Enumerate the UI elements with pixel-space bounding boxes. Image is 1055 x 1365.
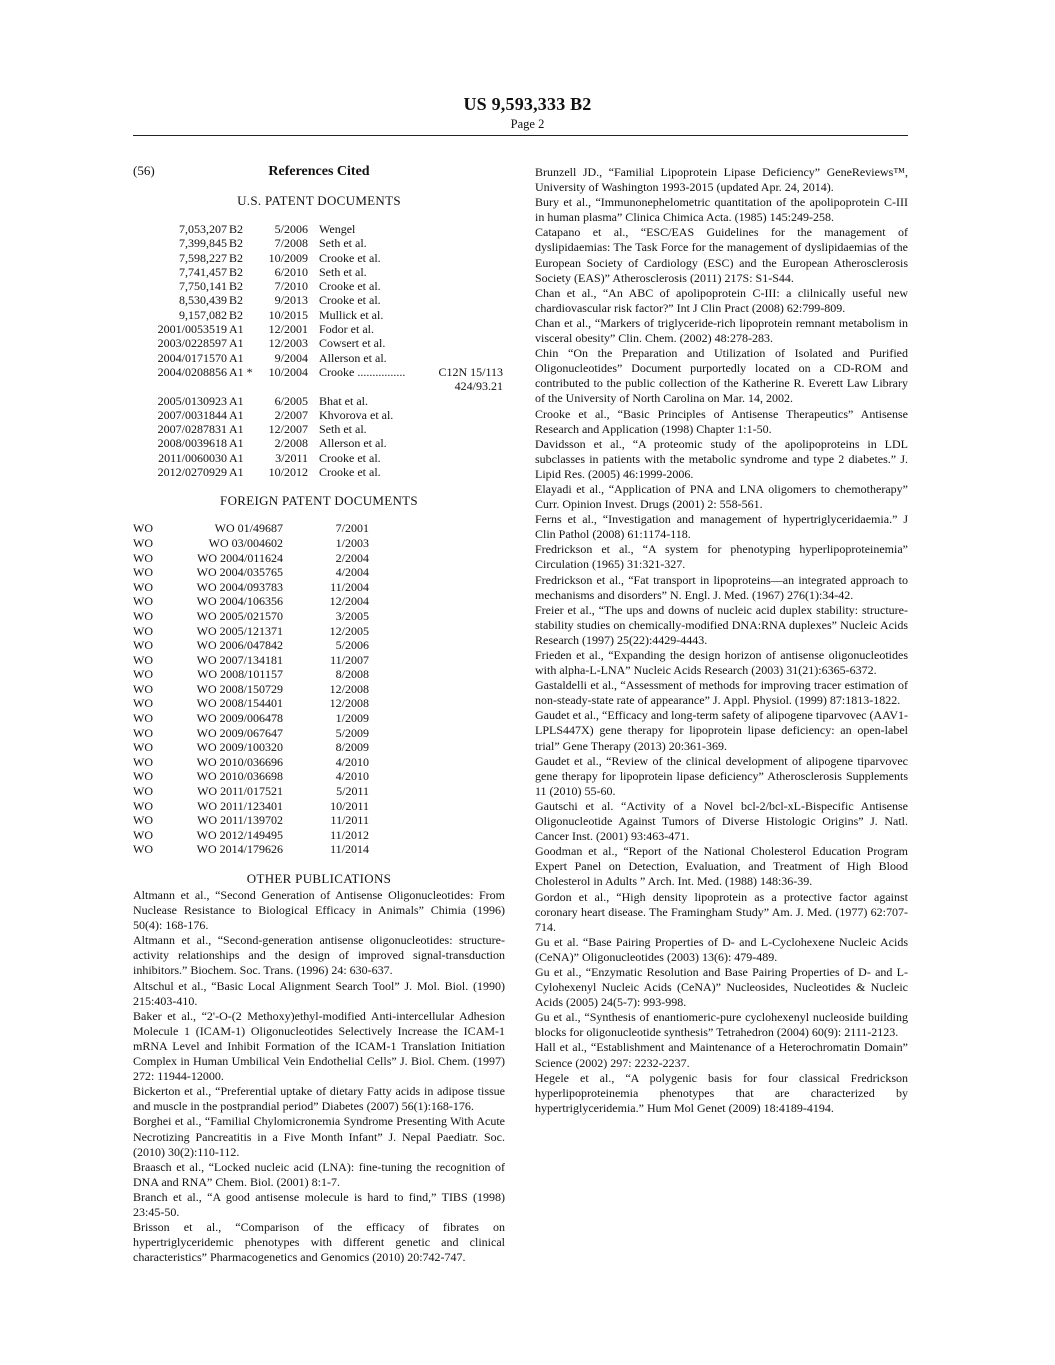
patent-kind-cell: B2 bbox=[229, 264, 244, 279]
patent-inventor-cell: Fodor et al. bbox=[319, 322, 374, 337]
publication-entry: Bury et al., “Immunonephelometric quantitation of the apolipoprotein C-III in human plasma” Clinica Chimica Acta. (1985) 145:249-258. bbox=[535, 195, 908, 225]
foreign-date-cell: 5/2006 bbox=[335, 638, 369, 653]
foreign-date-cell: 1/2003 bbox=[335, 535, 369, 550]
patent-number-cell: 7,598,227 bbox=[179, 250, 227, 265]
foreign-patent-row bbox=[133, 682, 505, 697]
publication-entry: Frieden et al., “Expanding the design horizon of antisense oligonucleotides with alpha-L-LNA” Nucleic Acids Research (2003) 31(21):6365-6372. bbox=[535, 648, 908, 678]
patent-kind-cell: B2 bbox=[229, 236, 244, 251]
patent-number-cell: 2007/0031844 bbox=[157, 407, 227, 422]
patent-kind-cell: B2 bbox=[229, 279, 244, 294]
foreign-number-cell: WO 2008/101157 bbox=[197, 667, 283, 682]
foreign-patent-row bbox=[133, 667, 505, 682]
us-patent-row bbox=[133, 451, 505, 465]
publication-entry: Gu et al., “Synthesis of enantiomeric-pure cyclohexenyl nucleoside building blocks for oligonucleotide synthesis” Tetrahedron (2004) 60(9): 2111-2123. bbox=[535, 1010, 908, 1040]
publication-entry: Gu et al., “Enzymatic Resolution and Base Pairing Properties of D- and L-Cylohexenyl Nucleic Acids (CeNA)” Nucleosides, Nucleotides & Nucleic Acids (2005) 24(5-7): 993-998. bbox=[535, 964, 908, 1010]
foreign-country-cell: WO bbox=[133, 813, 153, 828]
foreign-number-cell: WO 2010/036696 bbox=[196, 754, 283, 769]
foreign-patent-row bbox=[133, 594, 505, 609]
foreign-date-cell: 4/2010 bbox=[335, 769, 369, 784]
patent-number-cell: 2008/0039618 bbox=[157, 436, 227, 451]
patent-inventor-cell: Allerson et al. bbox=[319, 436, 387, 451]
foreign-country-cell: WO bbox=[133, 725, 153, 740]
header-rule bbox=[133, 135, 908, 136]
foreign-number-cell: WO 2010/036698 bbox=[196, 769, 283, 784]
patent-date-cell: 9/2013 bbox=[274, 293, 308, 308]
foreign-date-cell: 4/2004 bbox=[335, 565, 369, 580]
publication-entry: Altmann et al., “Second-generation antisense oligonucleotides: structure-activity relationships and the design of improved signal-transduction inhibitors.” Biochem. Soc. Trans. (1996) 24: 630-637. bbox=[133, 933, 505, 978]
patent-inventor-cell: Cowsert et al. bbox=[319, 336, 386, 351]
us-patent-row bbox=[133, 394, 505, 408]
foreign-date-cell: 11/2011 bbox=[330, 813, 369, 828]
foreign-country-cell: WO bbox=[133, 711, 153, 726]
foreign-date-cell: 11/2004 bbox=[330, 579, 369, 594]
section-title: References Cited bbox=[268, 164, 370, 179]
foreign-number-cell: WO 2011/017521 bbox=[197, 784, 283, 799]
publication-entry: Borghei et al., “Familial Chylomicronemia Syndrome Presenting With Acute Necrotizing Pancreatitis in a Five Month Infant” J. Nepal Paediatr. Soc. (2010) 30(2):110-112. bbox=[133, 1114, 505, 1159]
left-column bbox=[133, 163, 505, 1265]
foreign-country-cell: WO bbox=[133, 535, 153, 550]
foreign-number-cell: WO 2009/100320 bbox=[196, 740, 283, 755]
patent-date-cell: 9/2004 bbox=[274, 350, 308, 365]
patent-number-cell: 2004/0171570 bbox=[157, 350, 227, 365]
patent-kind-cell: A1 bbox=[229, 407, 244, 422]
us-patent-row bbox=[133, 236, 505, 250]
patent-number-cell: 2004/0208856 bbox=[157, 364, 227, 379]
us-patent-row bbox=[133, 365, 505, 379]
publication-entry: Goodman et al., “Report of the National Cholesterol Education Program Expert Panel on Detection, Evaluation, and Treatment of High Blood Cholesterol in Adults ” Arch. Int. Med. (1988) 148:36-39. bbox=[535, 844, 908, 889]
publication-entry: Gordon et al., “High density lipoprotein as a protective factor against coronary heart disease. The Framingham Study” Am. J. Med. (1977) 62:707-714. bbox=[535, 889, 908, 934]
patent-inventor-cell: Seth et al. bbox=[319, 264, 367, 279]
publication-list-right bbox=[535, 165, 908, 1116]
publication-entry: Elayadi et al., “Application of PNA and LNA oligomers to chemotherapy” Curr. Opinion Invest. Drugs (2001) 2: 558-561. bbox=[535, 481, 908, 512]
foreign-patent-row bbox=[133, 769, 505, 784]
publication-entry: Gaudet et al., “Review of the clinical development of alipogene tiparvovec gene therapy for lipoprotein lipase deficiency” Atherosclerosis Supplements 11 (2010) 55-60. bbox=[535, 753, 908, 798]
us-patent-row bbox=[133, 251, 505, 265]
foreign-country-cell: WO bbox=[133, 784, 153, 799]
patent-inventor-cell: Seth et al. bbox=[319, 422, 367, 437]
foreign-patent-table bbox=[133, 521, 505, 857]
other-publications-heading: OTHER PUBLICATIONS bbox=[246, 871, 392, 886]
us-patent-row bbox=[133, 351, 505, 365]
patent-kind-cell: A1 bbox=[229, 465, 244, 480]
foreign-date-cell: 12/2008 bbox=[329, 696, 369, 711]
publication-entry: Chan et al., “Markers of triglyceride-rich lipoprotein remnant metabolism in visceral obesity” Clin. Chem. (2002) 48:278-283. bbox=[535, 315, 908, 346]
foreign-date-cell: 12/2005 bbox=[329, 623, 369, 638]
patent-kind-cell: A1 bbox=[229, 393, 244, 408]
publication-entry: Braasch et al., “Locked nucleic acid (LNA): fine-tuning the recognition of DNA and RNA” Chem. Biol. (2001) 8:1-7. bbox=[133, 1159, 505, 1189]
patent-number-cell: 7,741,457 bbox=[179, 264, 227, 279]
foreign-date-cell: 11/2014 bbox=[330, 842, 369, 857]
us-patent-row bbox=[133, 465, 505, 479]
patent-kind-cell: B2 bbox=[229, 250, 244, 265]
foreign-patent-row bbox=[133, 740, 505, 755]
foreign-country-cell: WO bbox=[133, 827, 153, 842]
patent-number-cell: 2007/0287831 bbox=[157, 422, 227, 437]
patent-date-cell: 10/2004 bbox=[268, 364, 308, 379]
foreign-country-cell: WO bbox=[133, 594, 153, 609]
patent-number-cell: 2012/0270929 bbox=[157, 465, 227, 480]
foreign-patent-row bbox=[133, 565, 505, 580]
patent-number-cell: 7,399,845 bbox=[179, 236, 227, 251]
patent-number-cell: 9,157,082 bbox=[179, 307, 227, 322]
foreign-number-cell: WO 2014/179626 bbox=[196, 842, 283, 857]
patent-inventor-cell: Crooke et al. bbox=[319, 279, 381, 294]
foreign-country-cell: WO bbox=[133, 740, 153, 755]
patent-date-cell: 12/2007 bbox=[268, 422, 308, 437]
patent-date-cell: 12/2003 bbox=[268, 336, 308, 351]
foreign-date-cell: 8/2008 bbox=[335, 667, 369, 682]
publication-entry: Freier et al., “The ups and downs of nucleic acid duplex stability: structure-stability studies on chemically-modified DNA:RNA duplexes” Nucleic Acids Research (1997) 25(22):4429-4443. bbox=[535, 602, 908, 647]
foreign-number-cell: WO 2006/047842 bbox=[196, 638, 283, 653]
foreign-number-cell: WO 2004/035765 bbox=[196, 565, 283, 580]
foreign-number-cell: WO 2004/093783 bbox=[196, 579, 283, 594]
foreign-patent-row bbox=[133, 784, 505, 799]
publication-entry: Brunzell JD., “Familial Lipoprotein Lipase Deficiency” GeneReviews™, University of Washington 1993-2015 (updated Apr. 24, 2014). bbox=[535, 165, 908, 195]
publication-entry: Ferns et al., “Investigation and management of hypertriglyceridaemia.” J Clin Pathol (2008) 61:1174-118. bbox=[535, 512, 908, 542]
foreign-country-cell: WO bbox=[133, 652, 153, 667]
patent-kind-cell: A1 bbox=[229, 322, 244, 337]
patent-date-cell: 10/2009 bbox=[268, 250, 308, 265]
foreign-patent-row bbox=[133, 755, 505, 770]
right-column bbox=[535, 165, 908, 1116]
patent-number-cell: 7,750,141 bbox=[179, 279, 227, 294]
publication-entry: Gaudet et al., “Efficacy and long-term safety of alipogene tiparvovec (AAV1-LPLS447X) gene therapy for lipoprotein lipase deficiency: an open-label trial” Gene Therapy (2013) 20:361-369. bbox=[535, 708, 908, 753]
foreign-country-cell: WO bbox=[133, 638, 153, 653]
foreign-date-cell: 8/2009 bbox=[335, 740, 369, 755]
us-patent-row bbox=[133, 279, 505, 293]
foreign-date-cell: 11/2012 bbox=[330, 827, 369, 842]
foreign-patent-row bbox=[133, 536, 505, 551]
foreign-number-cell: WO 2011/139702 bbox=[197, 813, 283, 828]
patent-kind-cell: B2 bbox=[229, 222, 244, 236]
foreign-date-cell: 1/2009 bbox=[335, 711, 369, 726]
foreign-country-cell: WO bbox=[133, 681, 153, 696]
patent-number-cell: 2001/0053519 bbox=[157, 322, 227, 337]
foreign-patent-row bbox=[133, 521, 505, 536]
foreign-country-cell: WO bbox=[133, 579, 153, 594]
patent-number-cell: 2003/0228597 bbox=[157, 336, 227, 351]
patent-class-cell: C12N 15/113 bbox=[438, 364, 503, 379]
patent-inventor-cell: Crooke et al. bbox=[319, 465, 381, 480]
foreign-number-cell: WO 2008/150729 bbox=[196, 681, 283, 696]
patent-number-cell: 2005/0130923 bbox=[157, 393, 227, 408]
patent-number-cell: 8,530,439 bbox=[179, 293, 227, 308]
patent-date-cell: 10/2012 bbox=[268, 465, 308, 480]
publication-entry: Bickerton et al., “Preferential uptake of dietary Fatty acids in adipose tissue and muscle in the postprandial period” Diabetes (2007) 56(1):168-176. bbox=[133, 1084, 505, 1114]
publication-entry: Chin “On the Preparation and Utilization of Isolated and Purified Oligonucleotides” Document purportedly located on a CD-ROM and contributed to the public collection of the Katherine R. Everett Law Library of the University of North Carolina on Mar. 14, 2002. bbox=[535, 346, 908, 406]
foreign-patent-row bbox=[133, 653, 505, 668]
foreign-patent-row bbox=[133, 799, 505, 814]
foreign-country-cell: WO bbox=[133, 623, 153, 638]
us-patent-row bbox=[133, 436, 505, 450]
us-patent-row bbox=[133, 322, 505, 336]
publication-entry: Catapano et al., “ESC/EAS Guidelines for the management of dyslipidaemias: The Task Force for the management of dyslipidaemias of the European Society of Cardiology (ESC) and the European Atherosclerosis Society (EAS)” Atherosclerosis (2011) 217S: S1-S44. bbox=[535, 225, 908, 285]
foreign-country-cell: WO bbox=[133, 608, 153, 623]
patent-kind-cell: B2 bbox=[229, 293, 244, 308]
foreign-number-cell: WO 2012/149495 bbox=[196, 827, 283, 842]
us-patent-row bbox=[133, 408, 505, 422]
patent-date-cell: 6/2010 bbox=[274, 264, 308, 279]
foreign-patent-row bbox=[133, 711, 505, 726]
foreign-date-cell: 3/2005 bbox=[335, 608, 369, 623]
patent-inventor-cell: Crooke ................ bbox=[319, 364, 406, 379]
page-label: Page 2 bbox=[510, 117, 545, 131]
foreign-country-cell: WO bbox=[133, 754, 153, 769]
foreign-number-cell: WO 2009/006478 bbox=[196, 711, 283, 726]
patent-number: US 9,593,333 B2 bbox=[463, 94, 592, 114]
publication-entry: Gastaldelli et al., “Assessment of methods for improving tracer estimation of non-steady-state rate of appearance” J. Appl. Physiol. (1999) 87:1813-1822. bbox=[535, 678, 908, 708]
patent-date-cell: 3/2011 bbox=[275, 450, 308, 465]
foreign-date-cell: 11/2007 bbox=[330, 652, 369, 667]
us-patent-row bbox=[133, 222, 505, 236]
foreign-country-cell: WO bbox=[133, 769, 153, 784]
foreign-patents-heading: FOREIGN PATENT DOCUMENTS bbox=[220, 493, 418, 509]
patent-date-cell: 10/2015 bbox=[268, 307, 308, 322]
publication-entry: Hall et al., “Establishment and Maintenance of a Heterochromatin Domain” Science (2002) 297: 2232-2237. bbox=[535, 1040, 908, 1070]
foreign-country-cell: WO bbox=[133, 667, 153, 682]
foreign-patent-row bbox=[133, 813, 505, 828]
foreign-country-cell: WO bbox=[133, 798, 153, 813]
foreign-country-cell: WO bbox=[133, 565, 153, 580]
patent-inventor-cell: Khvorova et al. bbox=[319, 407, 394, 422]
foreign-date-cell: 10/2011 bbox=[330, 798, 369, 813]
us-patent-row bbox=[133, 422, 505, 436]
foreign-patent-row bbox=[133, 828, 505, 843]
foreign-number-cell: WO 01/49687 bbox=[214, 521, 283, 536]
publication-entry: Gu et al. “Base Pairing Properties of D- and L-Cyclohexene Nucleic Acids (CeNA)” Oligonucleotides (2003) 13(6): 479-489. bbox=[535, 934, 908, 964]
foreign-date-cell: 2/2004 bbox=[335, 550, 369, 565]
patent-kind-cell: A1 bbox=[229, 350, 244, 365]
references-cited-heading bbox=[133, 163, 505, 181]
us-patent-row bbox=[133, 265, 505, 279]
patent-kind-cell: A1 bbox=[229, 436, 244, 451]
foreign-patent-row bbox=[133, 624, 505, 639]
foreign-date-cell: 5/2009 bbox=[335, 725, 369, 740]
foreign-date-cell: 12/2004 bbox=[329, 594, 369, 609]
foreign-number-cell: WO 2011/123401 bbox=[197, 798, 283, 813]
publication-entry: Fredrickson et al., “A system for phenotyping hyperlipoproteinemia” Circulation (1965) 31:321-327. bbox=[535, 542, 908, 572]
patent-class-continuation: 424/93.21 bbox=[454, 379, 503, 394]
us-patent-row bbox=[133, 308, 505, 322]
foreign-country-cell: WO bbox=[133, 696, 153, 711]
foreign-date-cell: 7/2001 bbox=[335, 521, 369, 536]
patent-date-cell: 2/2008 bbox=[274, 436, 308, 451]
publication-entry: Altschul et al., “Basic Local Alignment Search Tool” J. Mol. Biol. (1990) 215:403-410. bbox=[133, 978, 505, 1008]
foreign-number-cell: WO 2004/106356 bbox=[196, 594, 283, 609]
foreign-date-cell: 5/2011 bbox=[336, 784, 369, 799]
patent-kind-cell: A1 bbox=[229, 422, 244, 437]
patent-date-cell: 2/2007 bbox=[274, 407, 308, 422]
publication-entry: Baker et al., “2'-O-(2 Methoxy)ethyl-modified Anti-intercellular Adhesion Molecule 1 (ICAM-1) Oligonucleotides Selectively Increase the ICAM-1 mRNA Level and Inhibit Formation of the ICAM-1 Translation Initiation Complex in Human Umbilical Vein Endothelial Cells” J. Biol. Chem. (1997) 272: 11944-12000. bbox=[133, 1008, 505, 1084]
publication-entry: Hegele et al., “A polygenic basis for four classical Fredrickson hyperlipoproteinemia phenotypes that are characterized by hypertriglyceridemia.” Hum Mol Genet (2009) 18:4189-4194. bbox=[535, 1070, 908, 1115]
foreign-number-cell: WO 2009/067647 bbox=[196, 725, 283, 740]
publication-entry: Altmann et al., “Second Generation of Antisense Oligonucleotides: From Nuclease Resistance to Biological Efficacy in Animals” Chimia (1996) 50(4): 168-176. bbox=[133, 888, 505, 933]
foreign-number-cell: WO 03/004602 bbox=[208, 535, 283, 550]
publication-entry: Chan et al., “An ABC of apolipoprotein C-III: a clilnically useful new chardiovascular risk factor?” Int J Clin Pract (2008) 62:799-809. bbox=[535, 285, 908, 315]
publication-entry: Davidsson et al., “A proteomic study of the apolipoproteins in LDL subclasses in patients with the metabolic syndrome and type 2 diabetes.” J. Lipid Res. (2005) 46:1999-2006. bbox=[535, 436, 908, 481]
patent-inventor-cell: Seth et al. bbox=[319, 236, 367, 251]
foreign-number-cell: WO 2005/021570 bbox=[196, 608, 283, 623]
patent-kind-cell: B2 bbox=[229, 307, 244, 322]
patent-number-cell: 2011/0060030 bbox=[158, 450, 227, 465]
patent-date-cell: 6/2005 bbox=[274, 393, 308, 408]
foreign-patent-row bbox=[133, 609, 505, 624]
publication-entry: Brisson et al., “Comparison of the efficacy of fibrates on hypertriglyceridemic phenotypes with different genetic and clinical characteristics” Pharmacogenetics and Genomics (2010) 20:742-747. bbox=[133, 1220, 505, 1265]
foreign-number-cell: WO 2005/121371 bbox=[196, 623, 283, 638]
us-patent-table bbox=[133, 222, 505, 479]
publication-entry: Fredrickson et al., “Fat transport in lipoproteins—an integrated approach to mechanisms and disorders” N. Engl. J. Med. (1967) 276(1):34-42. bbox=[535, 572, 908, 602]
foreign-patent-row bbox=[133, 842, 505, 857]
patent-inventor-cell: Wengel bbox=[319, 222, 356, 236]
publication-list-left bbox=[133, 888, 505, 1265]
foreign-number-cell: WO 2007/134181 bbox=[196, 652, 283, 667]
us-patent-row bbox=[133, 336, 505, 350]
foreign-country-cell: WO bbox=[133, 842, 153, 857]
foreign-patent-row bbox=[133, 580, 505, 595]
patent-number-cell: 7,053,207 bbox=[179, 222, 227, 236]
foreign-date-cell: 12/2008 bbox=[329, 681, 369, 696]
publication-entry: Gautschi et al. “Activity of a Novel bcl-2/bcl-xL-Bispecific Antisense Oligonucleotide Against Tumors of Diverse Histologic Origins” J. Natl. Cancer Inst. (2001) 93:463-471. bbox=[535, 798, 908, 844]
publication-entry: Crooke et al., “Basic Principles of Antisense Therapeutics” Antisense Research and Application (1998) Chapter 1:1-50. bbox=[535, 406, 908, 436]
foreign-patent-row bbox=[133, 726, 505, 741]
foreign-country-cell: WO bbox=[133, 521, 153, 536]
patent-date-cell: 7/2010 bbox=[274, 279, 308, 294]
publication-entry: Branch et al., “A good antisense molecule is hard to find,” TIBS (1998) 23:45-50. bbox=[133, 1189, 505, 1219]
section-code: (56) bbox=[133, 163, 155, 178]
us-patents-heading: U.S. PATENT DOCUMENTS bbox=[237, 193, 401, 208]
patent-kind-cell: A1 * bbox=[229, 364, 253, 379]
foreign-patent-row bbox=[133, 638, 505, 653]
foreign-number-cell: WO 2004/011624 bbox=[197, 550, 283, 565]
foreign-date-cell: 4/2010 bbox=[335, 754, 369, 769]
patent-inventor-cell: Allerson et al. bbox=[319, 350, 387, 365]
foreign-country-cell: WO bbox=[133, 550, 153, 565]
patent-class-continuation-row bbox=[133, 379, 505, 393]
us-patent-row bbox=[133, 293, 505, 307]
patent-inventor-cell: Crooke et al. bbox=[319, 250, 381, 265]
foreign-patent-row bbox=[133, 551, 505, 566]
patent-kind-cell: A1 bbox=[229, 450, 244, 465]
patent-inventor-cell: Crooke et al. bbox=[319, 293, 381, 308]
patent-date-cell: 7/2008 bbox=[274, 236, 308, 251]
patent-kind-cell: A1 bbox=[229, 336, 244, 351]
patent-date-cell: 5/2006 bbox=[274, 222, 308, 236]
foreign-patent-row bbox=[133, 696, 505, 711]
patent-inventor-cell: Bhat et al. bbox=[319, 393, 368, 408]
patent-inventor-cell: Mullick et al. bbox=[319, 307, 384, 322]
patent-date-cell: 12/2001 bbox=[268, 322, 308, 337]
foreign-number-cell: WO 2008/154401 bbox=[196, 696, 283, 711]
patent-inventor-cell: Crooke et al. bbox=[319, 450, 381, 465]
